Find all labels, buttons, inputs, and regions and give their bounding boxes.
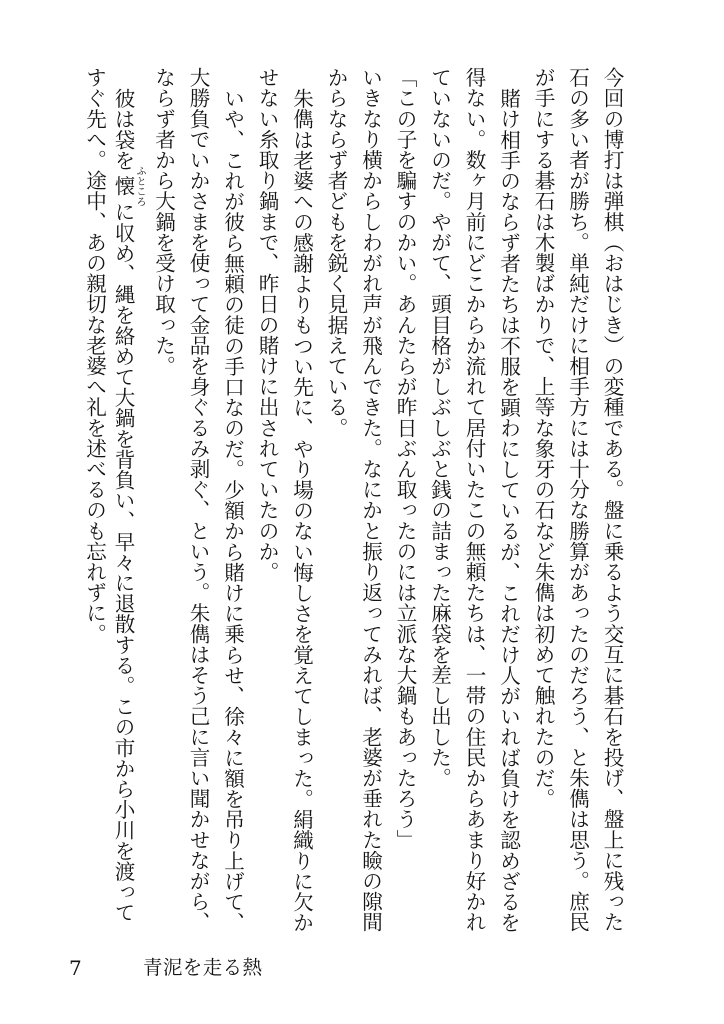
text-column: せない糸取り鍋まで、昨日の賭けに出されていたのか。 [255,67,279,582]
text-segment: に収め、縄を絡めて大鍋を背負い、早々に退散する。この市から小川を渡って [111,201,135,923]
text-column [112,67,147,935]
text-column: 大勝負でいかさまを使って金品を身ぐるみ剥ぐ、という。朱儁はそう己に言い聞かせながら、 [186,67,210,933]
text-column: ていないのだ。やがて、頭目格がしぶしぶと銭の詰まった麻袋を差し出した。 [427,67,452,788]
running-title: 青泥を走る熱 [143,956,263,979]
text-column: 「この子を騙すのかい。あんたらが昨日ぶん取ったのには立派な大鍋もあったろう」 [393,67,417,850]
text-column: が手にする碁石は木製ばかりで、上等な象牙の石など朱儁は初めて触れたのだ。 [531,67,555,809]
text-column: 今回の博打は弾棋（おはじき）の変種である。盤に乗るよう交互に碁石を投げ、盤上に残った [600,67,624,933]
text-column: いきなり横からしわがれ声が飛んできた。なにかと振り返ってみれば、老婆が垂れた瞼の隙間 [358,67,383,933]
text-column: 得ない。数ヶ月前にどこからか流れて居付いたこの無頼たちは、一帯の住民からあまり好かれ [462,67,486,933]
ruby-base: 懐 [111,165,135,207]
text-column: 賭け相手のならず者たちは不服を顕わにしているが、これだけ人がいれば負けを認めざるを [496,87,521,933]
page-number: 7 [69,956,82,980]
text-column: すぐ先へ。途中、あの親切な老婆へ礼を述べるのも忘れずに。 [82,67,107,644]
text-column: 朱儁は老婆への感謝よりもつい先に、やり場のない悔しさを覚えてしまった。絹織りに欠か [289,87,314,933]
text-column: ならず者から大鍋を受け取った。 [151,67,176,376]
ruby-reading: ふところ [134,165,146,207]
body-text [77,67,629,935]
text-segment: 彼は袋を [111,87,135,170]
text-column: いや、これが彼ら無頼の徒の手口なのだ。少額から賭けに乗らせ、徐々に額を吊り上げて、 [220,87,245,933]
ruby-word [111,165,146,207]
text-column: からならず者どもを鋭く見据えている。 [324,67,348,438]
text-column: 石の多い者が勝ち。単純だけに相手方には十分な勝算があったのだろう、と朱儁は思う。庶民 [565,67,590,933]
